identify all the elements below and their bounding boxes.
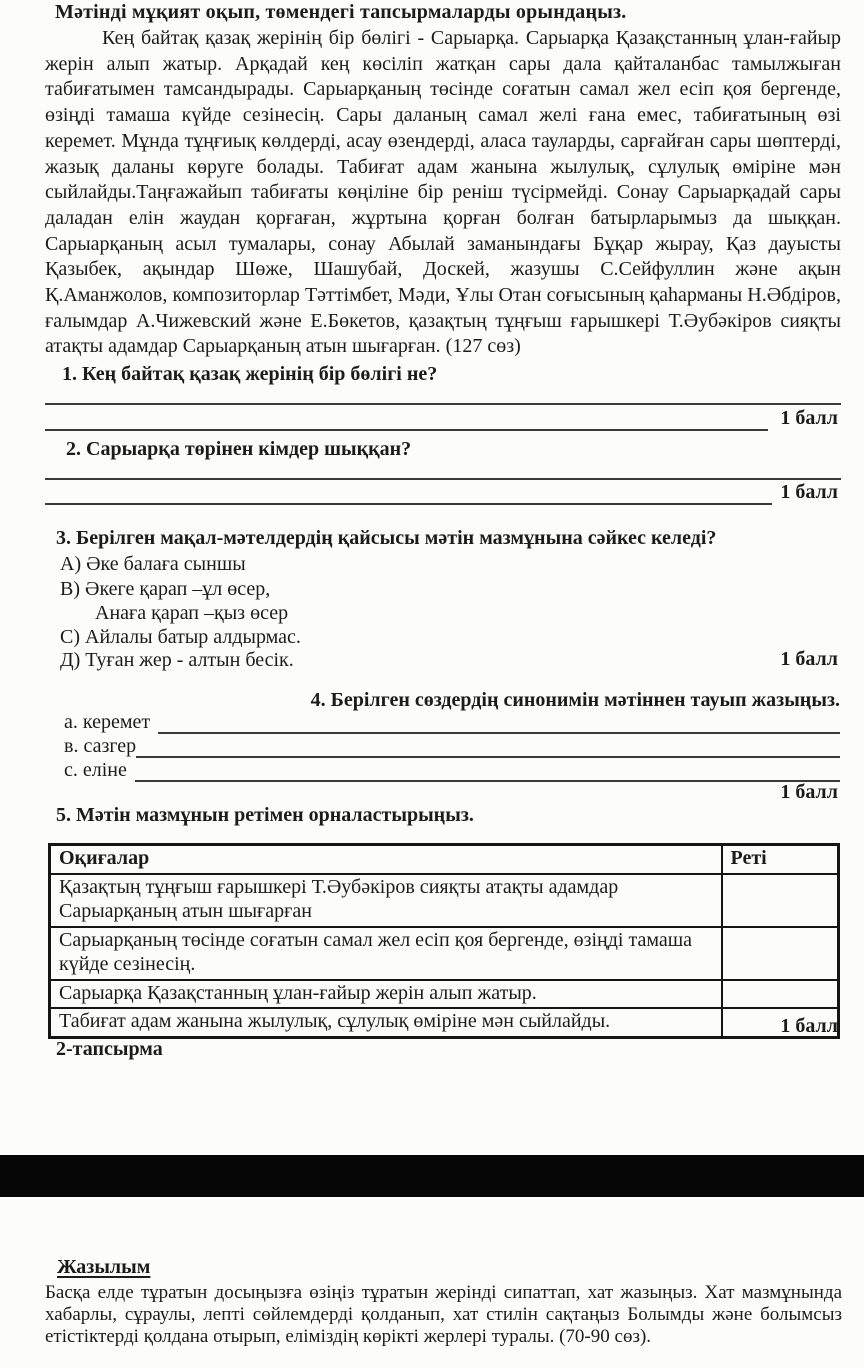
synonym-row [64, 736, 840, 758]
option-c: С) Айлалы батыр алдырмас. [60, 626, 301, 648]
table-row [50, 874, 839, 927]
question-4-heading [311, 689, 840, 712]
answer-line [45, 429, 768, 431]
question-5-heading [56, 804, 474, 827]
table-row [50, 980, 839, 1009]
answer-line [45, 478, 841, 480]
event-cell: Сарыарқаның төсінде соғатын самал жел есіп қоя бергенде, өзіңді тамаша күйде сезінесің. [50, 927, 722, 980]
synonym-label: с. еліне [64, 759, 127, 781]
question-3-heading [56, 527, 716, 550]
question-2-heading [66, 438, 411, 461]
option-b-line2: Анаға қарап –қыз өсер [95, 602, 289, 624]
question-3-text: Берілген мақал-мәтелдердің қайсысы мәтін мазмұнына сәйкес келеді? [76, 527, 717, 549]
answer-line [158, 712, 840, 734]
question-2-number: 2. [66, 438, 81, 460]
points-badge: 1 балл [780, 648, 838, 670]
synonym-row [64, 712, 840, 734]
order-cell [722, 980, 839, 1009]
redacted-region [0, 1155, 864, 1197]
instruction-title: Мәтінді мұқият оқып, төмендегі тапсырмаларды орындаңыз. [55, 1, 627, 23]
answer-line [136, 736, 840, 758]
reading-passage: Кең байтақ қазақ жерінің бір бөлігі - Сарыарқа. Сарыарқа Қазақстанның ұлан-ғайыр жерін алып жатыр. Арқадай кең көсіліп жатқан сары дала қайталанбас тамылжыған табиғатымен тамсандырады. Сарыарқаның төсінде соғатын самал жел есіп қоя бергенде, өзіңді тамаша күйде сезінесің. Сары даланың самал желі ғана емес, табиғатының өзі керемет. Мұнда тұңғиық көлдерді, асау өзендерді, аласа тауларды, сарғайған сары шөптерді, жазық даланы көруге болады. Табиғат адам жанына жылулық, сұлулық өміріне мән сыйлайды.Таңғажайып табиғаты көңіліне бір реніш түсірмейді. Сонау Сарыарқадай сары даладан елін жаудан қорғаған, жұртына қорған болған батырларымыз да шыққан. Сарыарқаның асыл тумалары, сонау Абылай заманындағы Бұқар жырау, Қаз дауысты Қазыбек, ақындар Шөже, Шашубай, Доскей, жазушы С.Сейфуллин және ақын Қ.Аманжолов, композиторлар Тәттімбет, Мәди, Ұлы Отан соғысының қаһарманы Н.Әбдіров, ғалымдар А.Чижевский және Е.Бөкетов, қазақтың тұңғыш ғарышкері Т.Әубәкіров сияқты атақты адамдар Сарыарқаның атын шығарған. (127 сөз) [45, 27, 841, 358]
question-2-text: Сарыарқа төрінен кімдер шыққан? [86, 438, 412, 460]
question-3-number: 3. [56, 527, 71, 549]
question-1-number: 1. [62, 363, 77, 385]
events-column-header: Оқиғалар [50, 845, 722, 874]
question-1-text: Кең байтақ қазақ жерінің бір бөлігі не? [82, 363, 438, 385]
question-5-text: Мәтін мазмұнын ретімен орналастырыңыз. [76, 804, 474, 826]
question-1-heading [62, 363, 437, 386]
answer-line [45, 403, 841, 405]
event-cell: Табиғат адам жанына жылулық, сұлулық өміріне мән сыйлайды. [50, 1008, 722, 1037]
question-4-number: 4. [310, 689, 326, 711]
option-a: А) Әке балаға сыншы [60, 553, 246, 575]
task-2-label: 2-тапсырма [56, 1038, 163, 1060]
sequence-table [48, 843, 840, 1039]
table-row [50, 927, 839, 980]
points-badge: 1 балл [780, 481, 838, 503]
points-badge: 1 балл [780, 1015, 838, 1037]
synonym-row [64, 760, 840, 782]
order-column-header: Реті [722, 845, 839, 874]
answer-line [45, 503, 772, 505]
table-row [50, 1008, 839, 1037]
points-badge: 1 балл [780, 407, 838, 429]
question-4-text: Берілген сөздердің синонимін мәтіннен тауып жазыңыз. [330, 689, 840, 711]
option-d: Д) Туған жер - алтын бесік. [60, 649, 294, 671]
synonym-label: а. керемет [64, 711, 151, 733]
event-cell: Сарыарқа Қазақстанның ұлан-ғайыр жерін алып жатыр. [50, 980, 722, 1009]
writing-instructions: Басқа елде тұратын досыңызға өзіңіз тұратын жерінді сипаттап, хат жазыңыз. Хат мазмұнында хабарлы, сұраулы, лепті сөйлемдерді қолданып, хат стилін сақтаңыз Болымды және болымсыз етістіктерді қолдана отырып, еліміздің көрікті жерлері туралы. (70-90 сөз). [45, 1282, 842, 1347]
order-cell [722, 874, 839, 927]
question-5-number: 5. [56, 804, 71, 826]
event-cell: Қазақтың тұңғыш ғарышкері Т.Әубәкіров сияқты атақты адамдар Сарыарқаның атын шығарған [50, 874, 722, 927]
answer-line [135, 760, 840, 782]
writing-section-title: Жазылым [57, 1256, 151, 1278]
table-header-row [50, 845, 839, 874]
points-badge: 1 балл [780, 781, 838, 803]
synonym-label: в. сазгер [64, 735, 137, 757]
option-b-line1: В) Әкеге қарап –ұл өсер, [60, 578, 271, 600]
order-cell [722, 927, 839, 980]
